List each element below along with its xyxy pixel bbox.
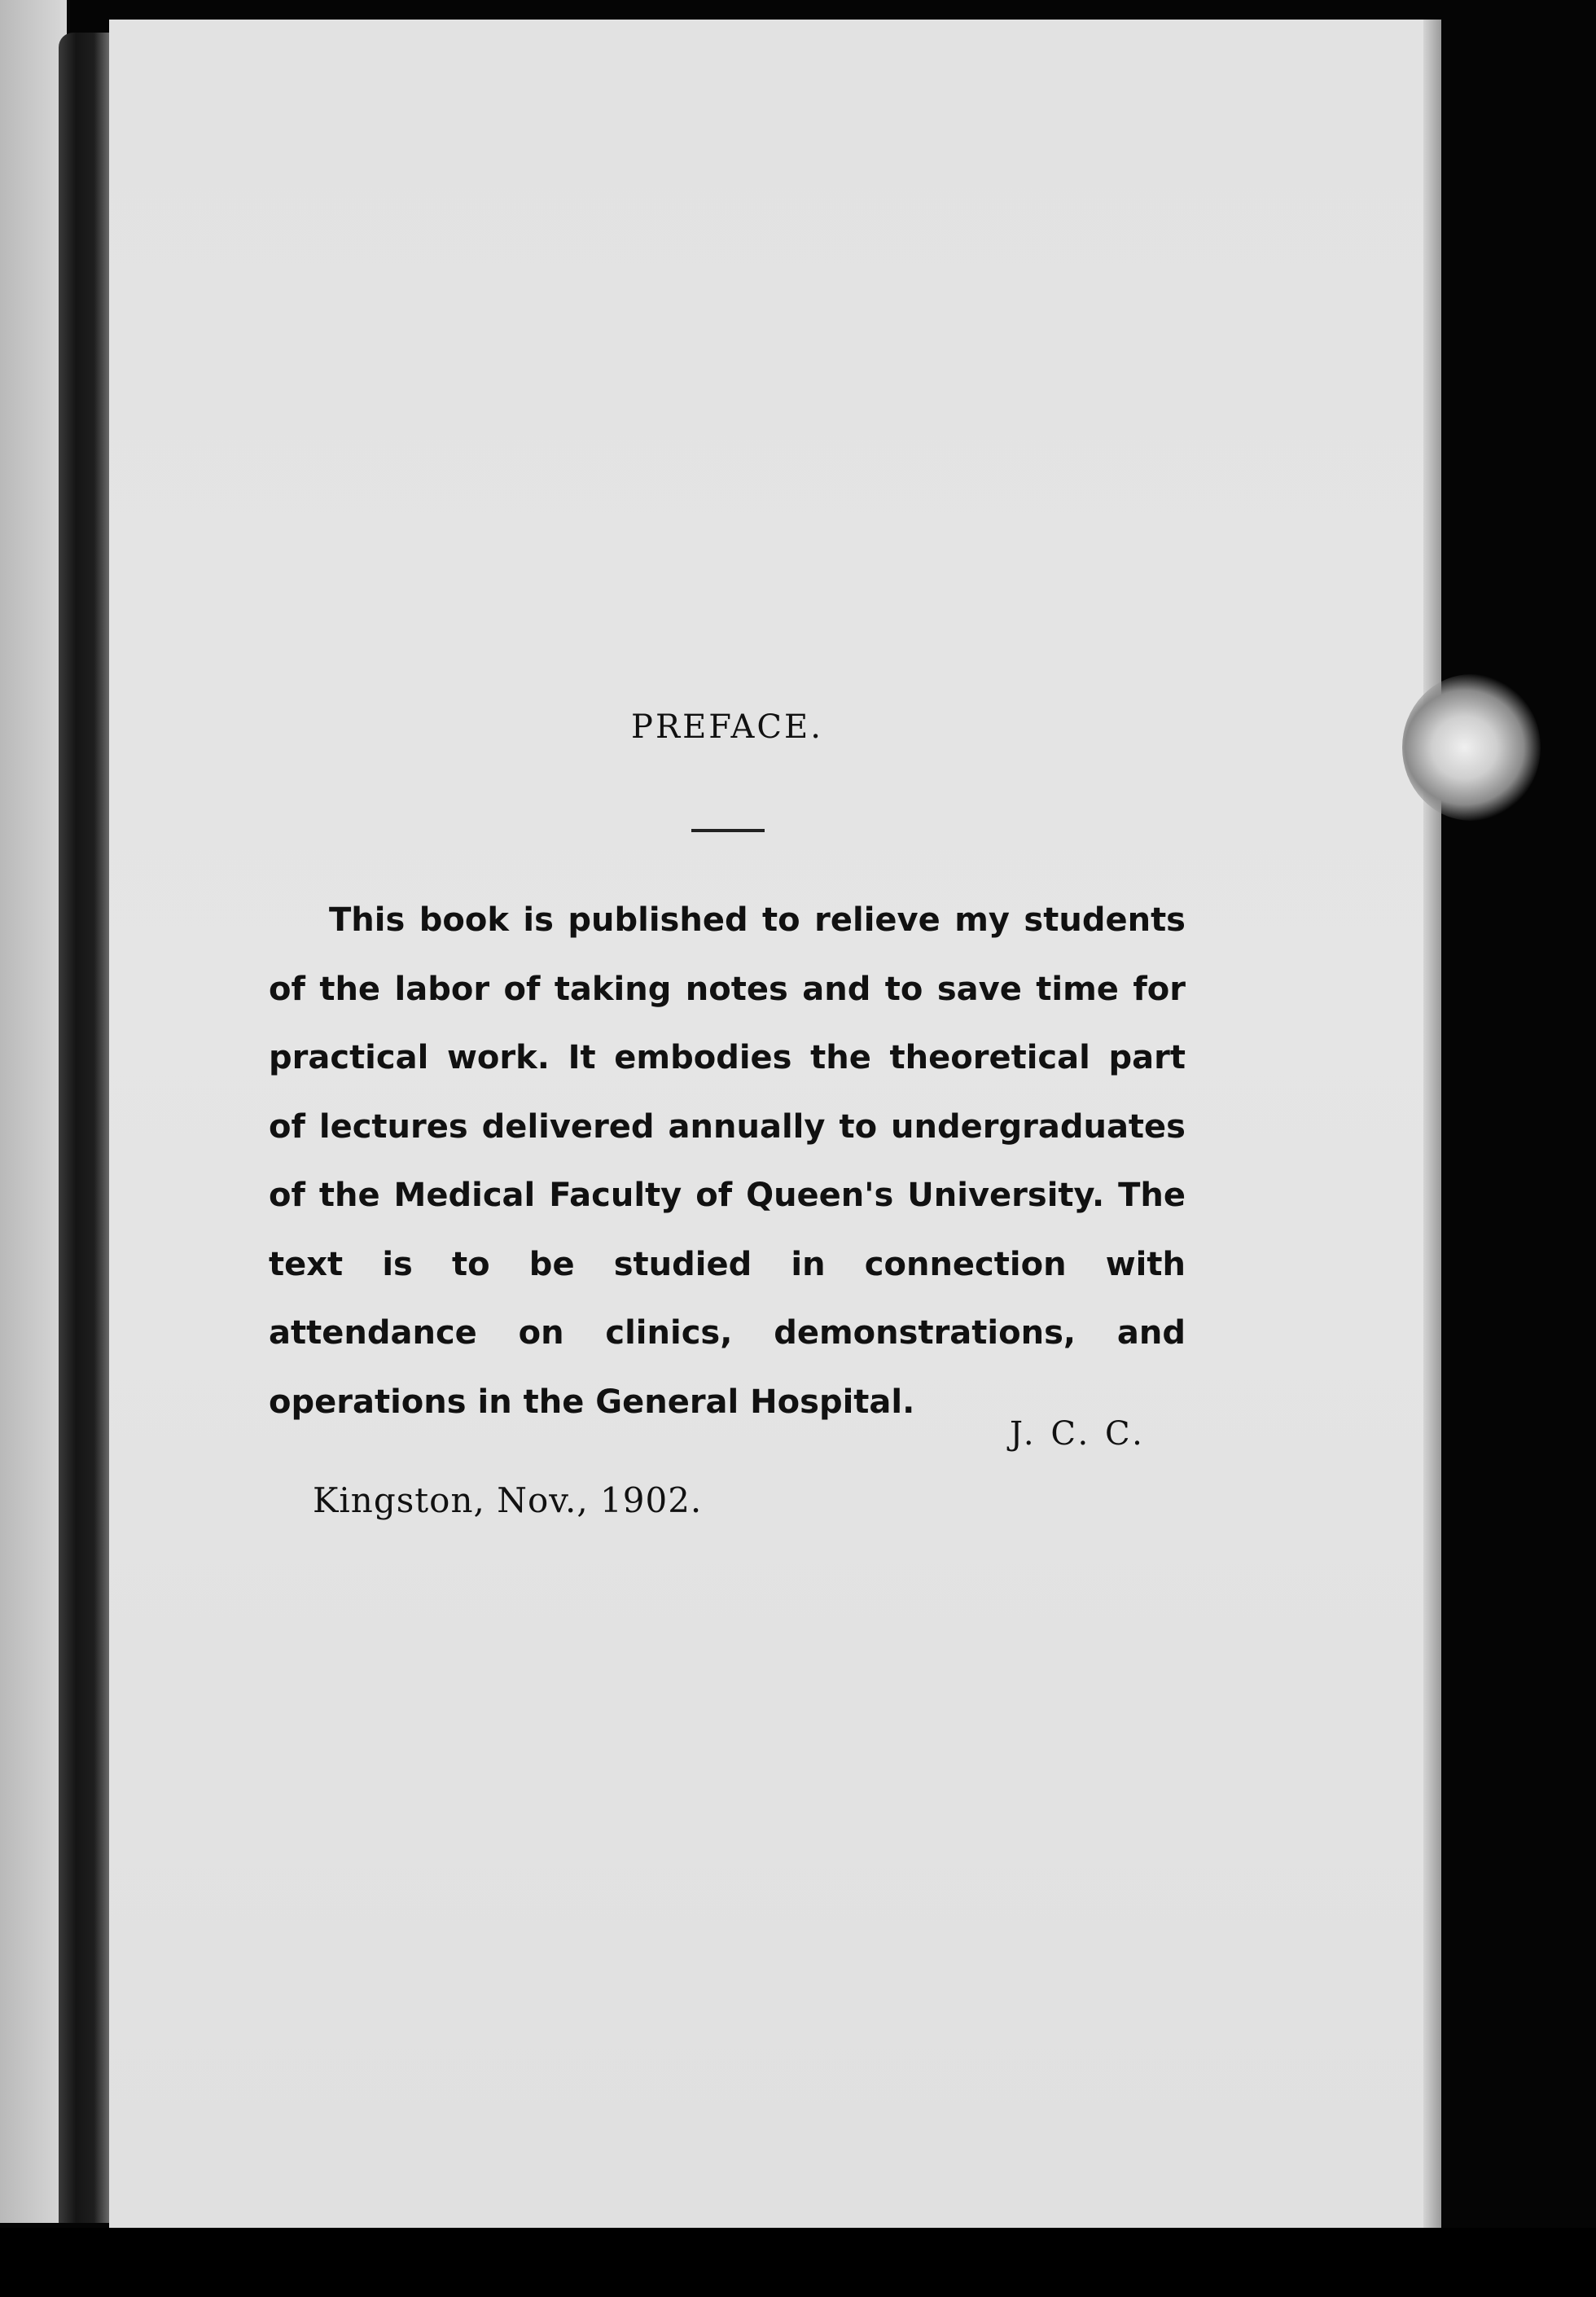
author-initials: J. C. C. xyxy=(1010,1415,1146,1453)
paper-damage-mark xyxy=(1402,674,1541,821)
scan-bottom-border xyxy=(0,2228,1596,2297)
place-and-date: Kingston, Nov., 1902. xyxy=(313,1480,703,1520)
facing-page-edge xyxy=(0,0,67,2223)
page-title: PREFACE. xyxy=(631,708,823,746)
preface-paragraph: This book is published to relieve my students of the labor of taking notes and to save time for practical work. It embodies the theoretical part of lectures delivered annually to undergraduates of the Medical Faculty of Queen's University. The text is to be studied in connection with attendance on clinics, demonstrations, and operations in the General Hospital. xyxy=(269,901,1186,1421)
binding-gutter xyxy=(59,33,109,2223)
page-edge-shadow xyxy=(1423,20,1441,2228)
title-divider xyxy=(691,829,765,832)
